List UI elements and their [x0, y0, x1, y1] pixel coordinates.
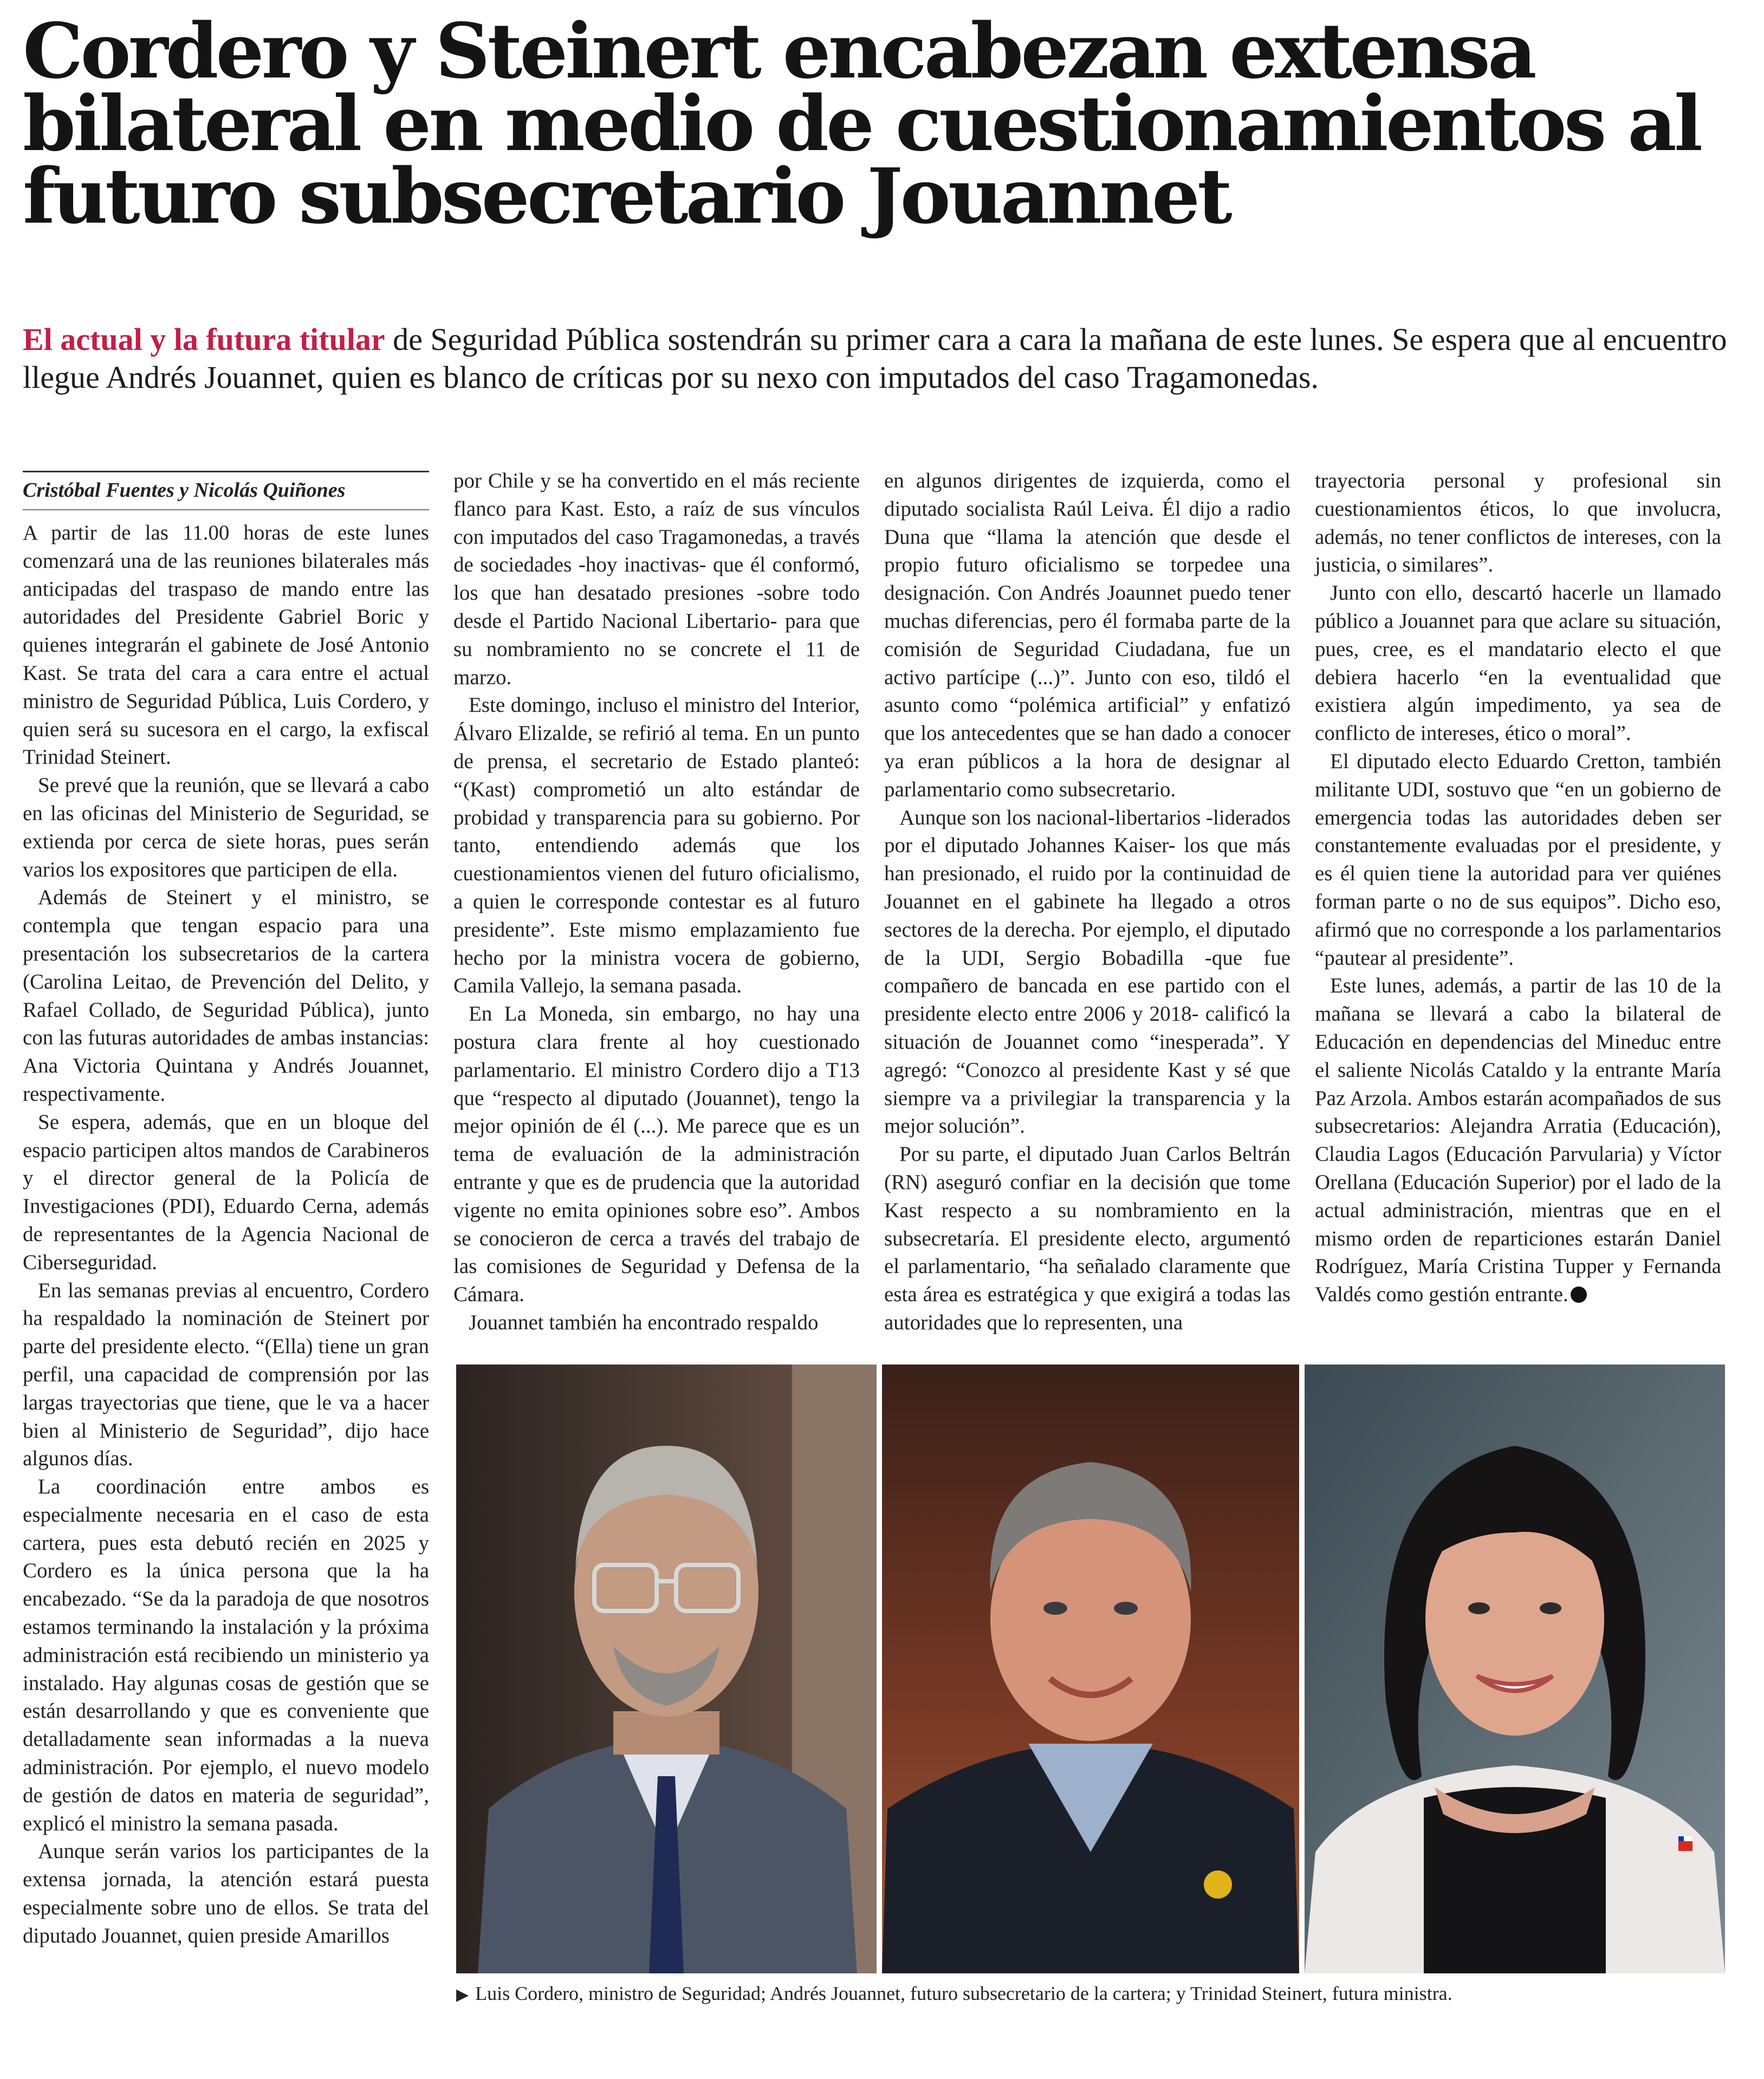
byline-rule-bottom: [23, 509, 429, 510]
portrait-jouannet-image: [882, 1365, 1299, 1973]
paragraph: Aunque son los nacional-libertarios -liderados por el diputado Johannes Kaiser- los que más han presionado, el ruido por la continuidad de Jouannet en el gabinete ha llegado a otros sectores de la derecha. Por ejemplo, el diputado de la UDI, Sergio Bobadilla -que fue compañero de bancada en ese partido con el presidente electo entre 2006 y 2018- calificó la situación de Jouannet como “inesperada”. Y agregó: “Conozco al presidente Kast y sé que siempre va a privilegiar la transparencia y la mejor solución”.: [884, 805, 1290, 1138]
lede-text: de Seguridad Pública sostendrán su primer cara a cara la mañana de este lunes. Se espera que al encuentro llegue Andrés Jouannet, quien es blanco de críticas por su nexo con imputados del caso Tragamonedas.: [23, 322, 1727, 395]
photo-andres-jouannet: [882, 1365, 1299, 1973]
paragraph-text: Este lunes, además, a partir de las 10 de la mañana se llevará a cabo la bilateral de Educación en dependencias del Mineduc entre el saliente Nicolás Cataldo y la entrante María Paz Arzola. Ambos estarán acompañados de sus subsecretarios: Alejandra Arratia (Educación), Claudia Lagos (Educación Parvularia) y Víctor Orellana (Educación Superior) por el lado de la actual administración, mientras que en el mismo orden de reparticiones estarán Daniel Rodríguez, María Cristina Tupper y Fernanda Valdés como gestión entrante.: [1315, 974, 1721, 1307]
portrait-steinert-image: [1305, 1365, 1725, 1973]
paragraph: La coordinación entre ambos es especialmente necesaria en el caso de esta cartera, pues esta debutó recién en 2025 y Cordero es la única persona que la ha encabezado. “Se da la paradoja de que nosotros estamos terminando la instalación y la próxima administración está recibiendo un ministerio ya instalado. Hay algunas cosas de gestión que se están desarrollando y que es conveniente que detalladamente sean informadas a la nueva administración. Por ejemplo, el nuevo modelo de gestión de datos en materia de seguridad”, explicó el ministro la semana pasada.: [23, 1475, 429, 1835]
paragraph: En las semanas previas al encuentro, Cordero ha respaldado la nominación de Steinert por parte del presidente electo. “(Ella) tiene un gran perfil, una capacidad de comprensión por las largas trayectorias que tiene, que le va a hacer bien al Ministerio de Seguridad”, dijo hace algunos días.: [23, 1278, 429, 1471]
body-column-2: [453, 467, 860, 1334]
paragraph: trayectoria personal y profesional sin cuestionamientos éticos, lo que involucra, además, no tener conflictos de intereses, con la justicia, o similares”.: [1315, 469, 1721, 577]
caption-text: Luis Cordero, ministro de Seguridad; Andrés Jouannet, futuro subsecretario de la cartera; y Trinidad Steinert, futura ministra.: [475, 1983, 1452, 2004]
paragraph: En La Moneda, sin embargo, no hay una postura clara frente al hoy cuestionado parlamentario. El ministro Cordero dijo a T13 que “respecto al diputado (Jouannet), tengo la mejor opinión de él (...). Me parece que es un tema de evaluación de la administración entrante y que es de prudencia que la autoridad vigente no emita opiniones sobre eso”. Ambos se conocieron de cerca a través del trabajo de las comisiones de Seguridad y Defensa de la Cámara.: [453, 1002, 860, 1307]
paragraph: Además de Steinert y el ministro, se contempla que tengan espacio para una presentación los subsecretarios de la cartera (Carolina Leitao, de Prevención del Delito, y Rafael Collado, de Seguridad Pública), junto con las futuras autoridades de ambas instancias: Ana Victoria Quintana y Andrés Jouannet, respectivamente.: [23, 886, 429, 1106]
paragraph: en algunos dirigentes de izquierda, como el diputado socialista Raúl Leiva. Él dijo a radio Duna que “llama la atención que desde el propio futuro oficialismo se torpedee una designación. Con Andrés Joaunnet puedo tener muchas diferencias, pero él formaba parte de la comisión de Seguridad Ciudadana, fue un activo partícipe (...)”. Junto con eso, tildó el asunto como “polémica artificial” y enfatizó que los antecedentes que se han dado a conocer ya eran públicos a la hora de designar al parlamentario como subsecretario.: [884, 469, 1290, 801]
paragraph: Por su parte, el diputado Juan Carlos Beltrán (RN) aseguró confiar en la decisión que tome Kast respecto a su nombramiento en la subsecretaría. El presidente electo, argumentó el parlamentario, “ha señalado claramente que esta área es estratégica y que exigirá a todas las autoridades que lo representen, una: [884, 1142, 1290, 1334]
photo-strip: [456, 1365, 1725, 1973]
portrait-cordero-image: [456, 1365, 877, 1973]
paragraph: Aunque serán varios los participantes de la extensa jornada, la atención estará puesta especialmente sobre uno de ellos. Se trata del diputado Jouannet, quien preside Amarillos: [23, 1840, 429, 1947]
lede-kicker: El actual y la futura titular: [23, 322, 385, 357]
body-column-1: [23, 519, 429, 2079]
paragraph: [1315, 972, 1721, 1309]
paragraph: por Chile y se ha convertido en el más reciente flanco para Kast. Esto, a raíz de sus vínculos con imputados del caso Tragamonedas, a través de sociedades -hoy inactivas- que él conformó, los que han desatado presiones -sobre todo desde el Partido Nacional Libertario- para que su nombramiento no se concrete el 11 de marzo.: [453, 469, 860, 689]
caption-arrow-icon: ▶: [456, 1986, 469, 2004]
body-column-3: [884, 467, 1290, 1334]
body-column-4: [1315, 467, 1721, 1334]
byline: Cristóbal Fuentes y Nicolás Quiñones: [23, 479, 346, 502]
photo-caption: [456, 1981, 1756, 2007]
paragraph: El diputado electo Eduardo Cretton, también militante UDI, sostuvo que “en un gobierno de emergencia todas las autoridades deben ser constantemente evaluadas por el presidente, y es él quien tiene la autoridad para ver quiénes forman parte o no de sus equipos”. Dicho eso, afirmó que no corresponde a los parlamentarios “pautear al presidente”.: [1315, 749, 1721, 970]
headline: Cordero y Steinert encabezan extensa bilateral en medio de cuestionamientos al futuro subsecretario Jouannet: [23, 7, 1701, 241]
lede: [23, 321, 1746, 397]
paragraph: Este domingo, incluso el ministro del Interior, Álvaro Elizalde, se refirió al tema. En un punto de prensa, el secretario de Estado planteó: “(Kast) comprometió un alto estándar de probidad y transparencia para su gobierno. Por tanto, entendiendo además que los cuestionamientos vienen del futuro oficialismo, a quien le corresponde contestar es al futuro presidente”. Este mismo emplazamiento fue hecho por la ministra vocera de gobierno, Camila Vallejo, la semana pasada.: [453, 693, 860, 998]
end-of-article-dot: [1571, 1287, 1587, 1303]
paragraph: A partir de las 11.00 horas de este lunes comenzará una de las reuniones bilaterales más anticipadas del traspaso de mando entre las autoridades del Presidente Gabriel Boric y quienes integrarán el gabinete de José Antonio Kast. Se trata del cara a cara entre el actual ministro de Seguridad Pública, Luis Cordero, y quien será su sucesora en el cargo, la exfiscal Trinidad Steinert.: [23, 521, 429, 769]
photo-trinidad-steinert: [1305, 1365, 1725, 1973]
paragraph: Jouannet también ha encontrado respaldo: [469, 1310, 819, 1334]
paragraph: Se espera, además, que en un bloque del espacio participen altos mandos de Carabineros y el director general de la Policía de Investigaciones (PDI), Eduardo Cerna, además de representantes de la Agencia Nacional de Ciberseguridad.: [23, 1110, 429, 1274]
paragraph: Se prevé que la reunión, que se llevará a cabo en las oficinas del Ministerio de Seguridad, se extienda por cerca de siete horas, pues serán varios los expositores que participen de ella.: [23, 774, 429, 881]
photo-luis-cordero: [456, 1365, 877, 1973]
paragraph: Junto con ello, descartó hacerle un llamado público a Jouannet para que aclare su situación, pues, cree, es el mandatario electo el que debiera hacerlo “en la eventualidad que existiera algún impedimento, ya sea de conflicto de intereses, ético o moral”.: [1315, 581, 1721, 745]
